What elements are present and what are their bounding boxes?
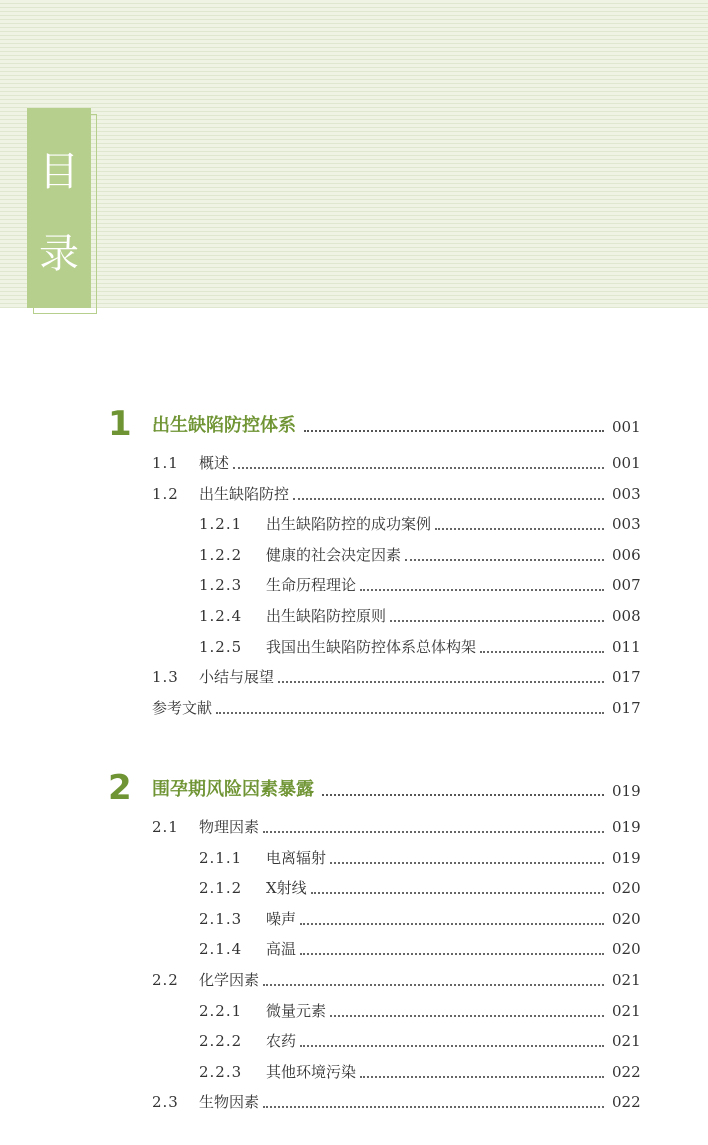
page-number: 020 [612,909,641,928]
dot-leader [216,712,604,714]
section-title: 微量元素 [266,998,330,1024]
section-number: 2.2.1 [199,1001,243,1020]
section-title: 噪声 [266,906,300,932]
page-number: 006 [612,545,641,564]
section-title: 农药 [266,1028,300,1054]
page-number: 020 [612,940,641,959]
page-number: 022 [612,1093,641,1112]
page-number: 021 [612,1032,641,1051]
section-number: 1.1 [152,454,179,472]
toc-entry-section[interactable] [0,664,708,692]
chapter-title: 围孕期风险因素暴露 [152,779,314,800]
section-title: 出生缺陷防控 [199,481,293,507]
toc-entry-subsection[interactable] [0,906,708,934]
section-title: 小结与展望 [199,664,278,690]
dot-leader [390,620,604,622]
toc-entry-subsection[interactable] [0,936,708,964]
toc-entry-subsection[interactable] [0,998,708,1026]
chapter-heading[interactable] [0,768,708,812]
page-title-char-1: 目 [39,149,79,195]
page-number: 017 [612,668,641,687]
section-title: 出生缺陷防控原则 [266,603,390,629]
toc-entry-section[interactable] [0,481,708,509]
toc-entry-subsection[interactable] [0,1028,708,1056]
page-number: 008 [612,607,641,625]
dot-leader [293,498,604,500]
page-number: 021 [612,971,641,989]
section-title: 化学因素 [199,967,263,993]
section-number: 2.1.4 [199,940,243,959]
dot-leader [480,651,604,653]
section-title: 出生缺陷防控的成功案例 [266,511,435,537]
page-number: 003 [612,484,641,503]
chapter-number: 2 [108,768,132,808]
dot-leader [263,984,604,986]
toc-entry-subsection[interactable] [0,603,708,631]
toc-entry-section[interactable] [0,1089,708,1117]
page-number: 022 [612,1062,641,1081]
page-number: 017 [612,698,641,717]
toc-entry-section[interactable] [0,967,708,995]
page-number: 019 [612,848,641,867]
toc-entry-subsection[interactable] [0,845,708,873]
chapter-heading[interactable] [0,404,708,448]
dot-leader [330,862,604,864]
section-number: 2.3 [152,1093,179,1112]
section-number: 2.1 [152,818,179,836]
dot-leader [311,892,604,894]
section-title: 生物因素 [199,1089,263,1115]
section-number: 1.2.4 [199,607,243,625]
section-number: 2.1.2 [199,879,243,898]
dot-leader [278,681,604,683]
section-number: 2.1.1 [199,848,243,867]
page-number: 007 [612,576,641,595]
header-banner [0,0,708,308]
section-number: 2.2.2 [199,1032,243,1051]
dot-leader [300,1045,604,1047]
page-number: 020 [612,879,641,898]
section-title: 电离辐射 [266,845,330,871]
toc-entry-subsection[interactable] [0,1059,708,1087]
page-number: 021 [612,1001,641,1020]
chapter-page-number: 019 [612,782,641,800]
page-number: 001 [612,454,641,472]
chapter-title: 出生缺陷防控体系 [152,415,296,436]
section-title: 其他环境污染 [266,1059,360,1085]
section-title: 我国出生缺陷防控体系总体构架 [266,634,480,660]
dot-leader [263,1106,604,1108]
section-number: 1.2.5 [199,637,243,656]
toc-entry-subsection[interactable] [0,511,708,539]
page-number: 003 [612,515,641,534]
section-number: 1.2 [152,484,179,503]
section-number: 2.2.3 [199,1062,243,1081]
page-title-char-2: 录 [39,231,79,277]
dot-leader [322,794,604,796]
section-title: 概述 [199,450,233,476]
section-number: 1.2.1 [199,515,243,534]
dot-leader [304,430,604,432]
page-number: 011 [612,637,641,656]
section-title: 参考文献 [152,695,216,721]
toc-entry-subsection[interactable] [0,875,708,903]
dot-leader [360,1076,604,1078]
dot-leader [300,923,604,925]
dot-leader [330,1015,604,1017]
page-number: 019 [612,818,641,836]
section-title: 物理因素 [199,814,263,840]
section-number: 2.1.3 [199,909,243,928]
toc-entry-section[interactable] [0,450,708,478]
section-title: 生命历程理论 [266,572,360,598]
section-number: 1.3 [152,668,179,687]
dot-leader [263,831,604,833]
title-tab [27,108,91,308]
toc-entry-section[interactable] [0,695,708,723]
chapter-number: 1 [108,404,132,444]
dot-leader [233,467,604,469]
toc-entry-section[interactable] [0,814,708,842]
dot-leader [435,528,604,530]
section-title: 高温 [266,936,300,962]
dot-leader [360,589,604,591]
section-number: 1.2.2 [199,545,243,564]
toc-entry-subsection[interactable] [0,542,708,570]
toc-entry-subsection[interactable] [0,572,708,600]
dot-leader [405,559,604,561]
section-number: 2.2 [152,971,179,989]
chapter-page-number: 001 [612,418,641,436]
toc-entry-subsection[interactable] [0,634,708,662]
section-number: 1.2.3 [199,576,243,595]
section-title: 健康的社会决定因素 [266,542,405,568]
section-title: X射线 [266,875,311,901]
dot-leader [300,953,604,955]
